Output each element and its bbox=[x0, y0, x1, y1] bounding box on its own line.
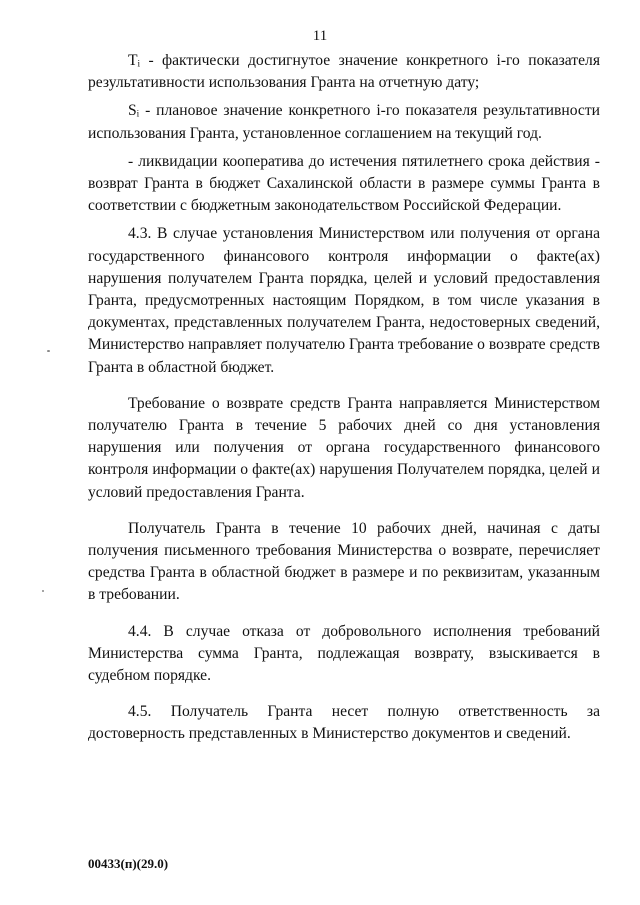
paragraph-4-4: 4.4. В случае отказа от добровольного исполнения требований Министерства сумма Гранта, подлежащая возврату, взыскивается в судебном порядке. bbox=[88, 622, 600, 685]
scan-speck bbox=[42, 590, 44, 592]
footer-document-code: 00433(п)(29.0) bbox=[88, 856, 169, 871]
paragraph-demand: Требование о возврате средств Гранта направляется Министерством получателю Гранта в течение 5 рабочих дней со дня установления нарушения или получения от органа государственного финансового контроля информации о факте(ах) нарушения Получателем порядка, целей и условий предоставления Гранта. bbox=[88, 394, 600, 501]
paragraph-4-3: 4.3. В случае установления Министерством или получения от органа государственного финансового контроля информации о факте(ах) нарушения получателем Гранта порядка, целей и условий предоставления Гранта, предусмотренных настоящим Порядком, в том числе указания в документах, представленных получателем Гранта, недостоверных сведений, Министерство направляет получателю Гранта требование о возврате средств Гранта в областной бюджет. bbox=[88, 225, 600, 376]
paragraph-liquidation: - ликвидации кооператива до истечения пятилетнего срока действия - возврат Гранта в бюджет Сахалинской области в размере суммы Гранта в соответствии с бюджетным законодательством Российской Федерации. bbox=[88, 152, 600, 215]
paragraph-ti-definition: Tᵢ - фактически достигнутое значение конкретного i-го показателя результативности использования Гранта на отчетную дату; bbox=[88, 52, 600, 92]
document-body bbox=[88, 50, 600, 746]
paragraph-4-5: 4.5. Получатель Гранта несет полную ответственность за достоверность представленных в Министерство документов и сведений. bbox=[88, 703, 600, 743]
paragraph-si-definition: Sᵢ - плановое значение конкретного i-го показателя результативности использования Гранта, установленное соглашением на текущий год. bbox=[88, 102, 600, 142]
scan-speck bbox=[47, 350, 50, 352]
page-number: 11 bbox=[312, 28, 328, 44]
paragraph-recipient-transfer: Получатель Гранта в течение 10 рабочих дней, начиная с даты получения письменного требования Министерства о возврате, перечисляет средства Гранта в областной бюджет в размере и по реквизитам, указанным в требовании. bbox=[88, 519, 600, 604]
